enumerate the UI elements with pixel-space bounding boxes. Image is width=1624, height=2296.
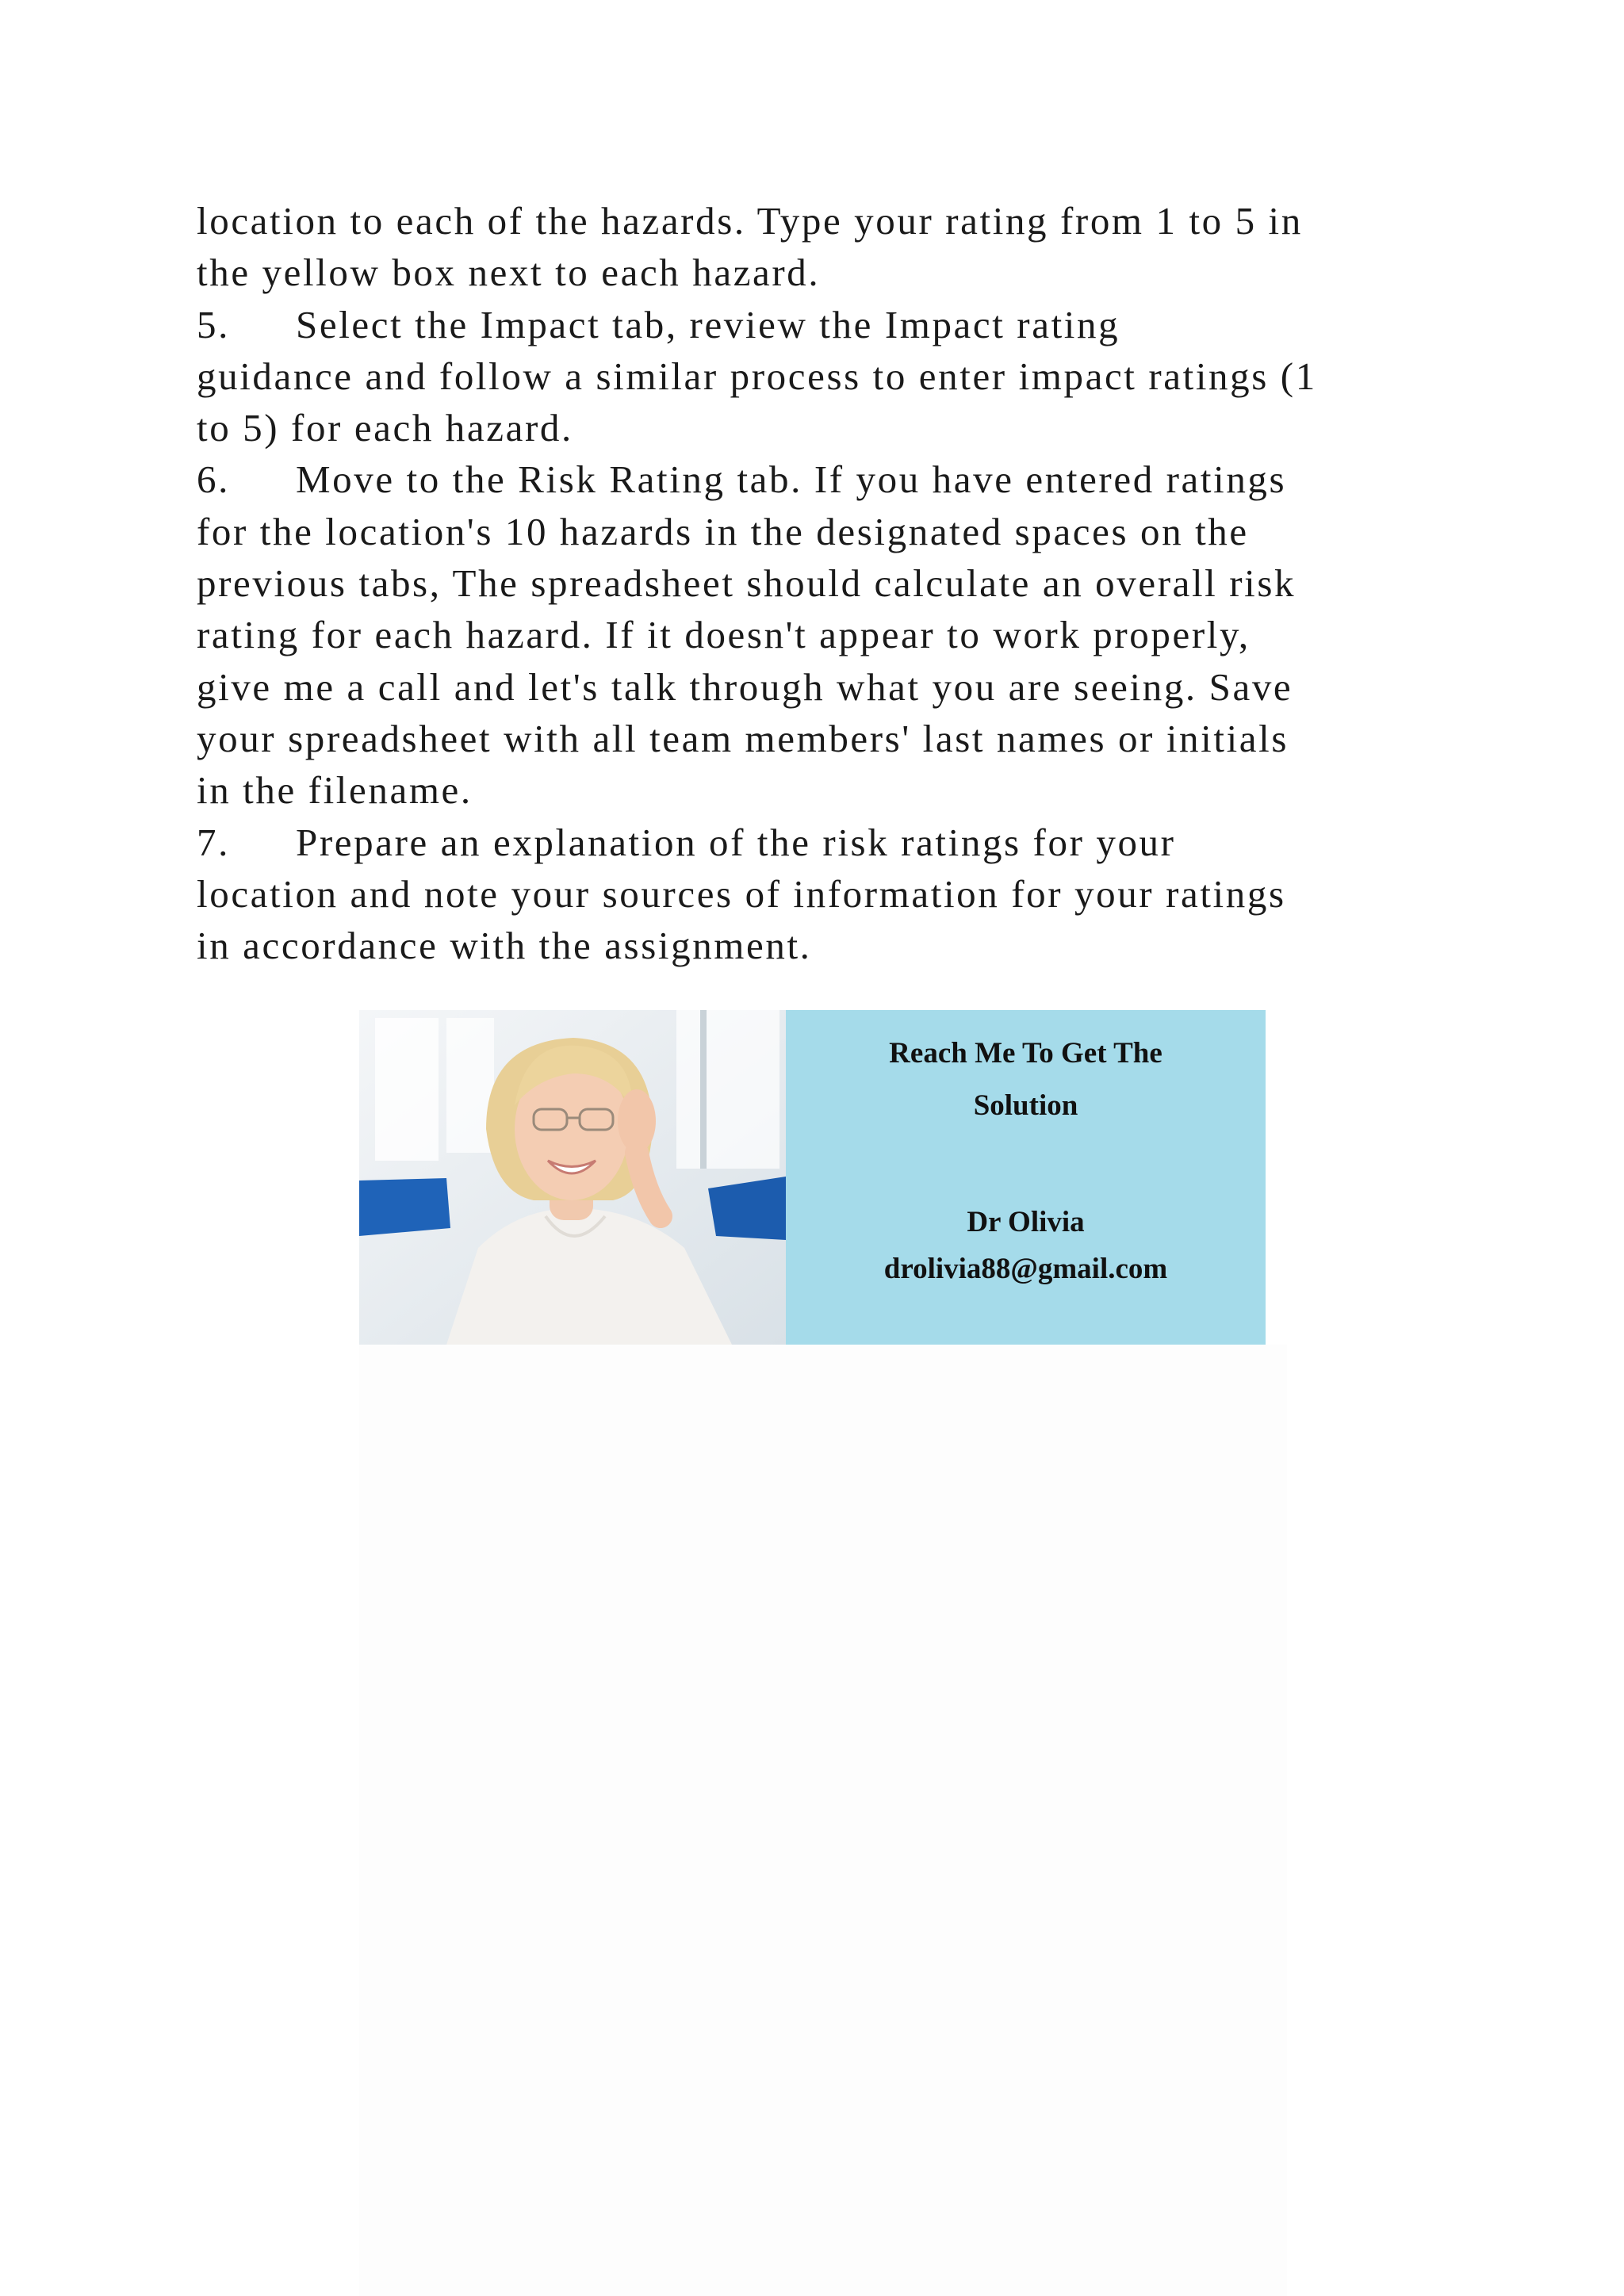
list-item-line: for the location's 10 hazards in the designated spaces on the [197, 509, 1249, 553]
photo-illustration [359, 1010, 786, 1345]
list-item-line: give me a call and let's talk through what you are seeing. Save [197, 664, 1293, 709]
list-item-line: in the filename. [197, 768, 473, 813]
contact-banner [359, 1010, 1266, 1345]
list-item-7 [197, 817, 1434, 868]
list-item-line: previous tabs, The spreadsheet should calculate an overall risk [197, 561, 1297, 606]
list-item-line: your spreadsheet with all team members' last names or initials [197, 716, 1289, 760]
blank-image-area [359, 1345, 1287, 2296]
list-item-line: guidance and follow a similar process to enter impact ratings (1 [197, 354, 1317, 398]
list-item-line: location and note your sources of information for your ratings [197, 871, 1286, 916]
list-item-5 [197, 299, 1434, 350]
list-item-text: Prepare an explanation of the risk ratings for your [296, 820, 1176, 864]
banner-heading-line-1: Reach Me To Get The [889, 1037, 1162, 1070]
list-item-line: rating for each hazard. If it doesn't appear to work properly, [197, 613, 1251, 657]
list-item-text: Select the Impact tab, review the Impact rating [296, 302, 1120, 346]
list-item-6 [197, 453, 1434, 505]
list-number: 5. [197, 302, 230, 346]
woman-photo [359, 1010, 786, 1345]
list-number: 7. [197, 820, 230, 864]
list-item-line: in accordance with the assignment. [197, 924, 812, 968]
contact-name: Dr Olivia [967, 1206, 1085, 1238]
list-number: 6. [197, 457, 230, 502]
list-item-line: to 5) for each hazard. [197, 406, 573, 450]
list-item-text: Move to the Risk Rating tab. If you have entered ratings [296, 457, 1287, 502]
body-line-1: location to each of the hazards. Type your rating from 1 to 5 in [197, 199, 1303, 243]
banner-heading-line-2: Solution [973, 1089, 1078, 1122]
document-body [197, 195, 1434, 971]
body-line-2: the yellow box next to each hazard. [197, 251, 821, 295]
contact-email: drolivia88@gmail.com [883, 1253, 1168, 1285]
contact-text-panel [786, 1010, 1266, 1345]
